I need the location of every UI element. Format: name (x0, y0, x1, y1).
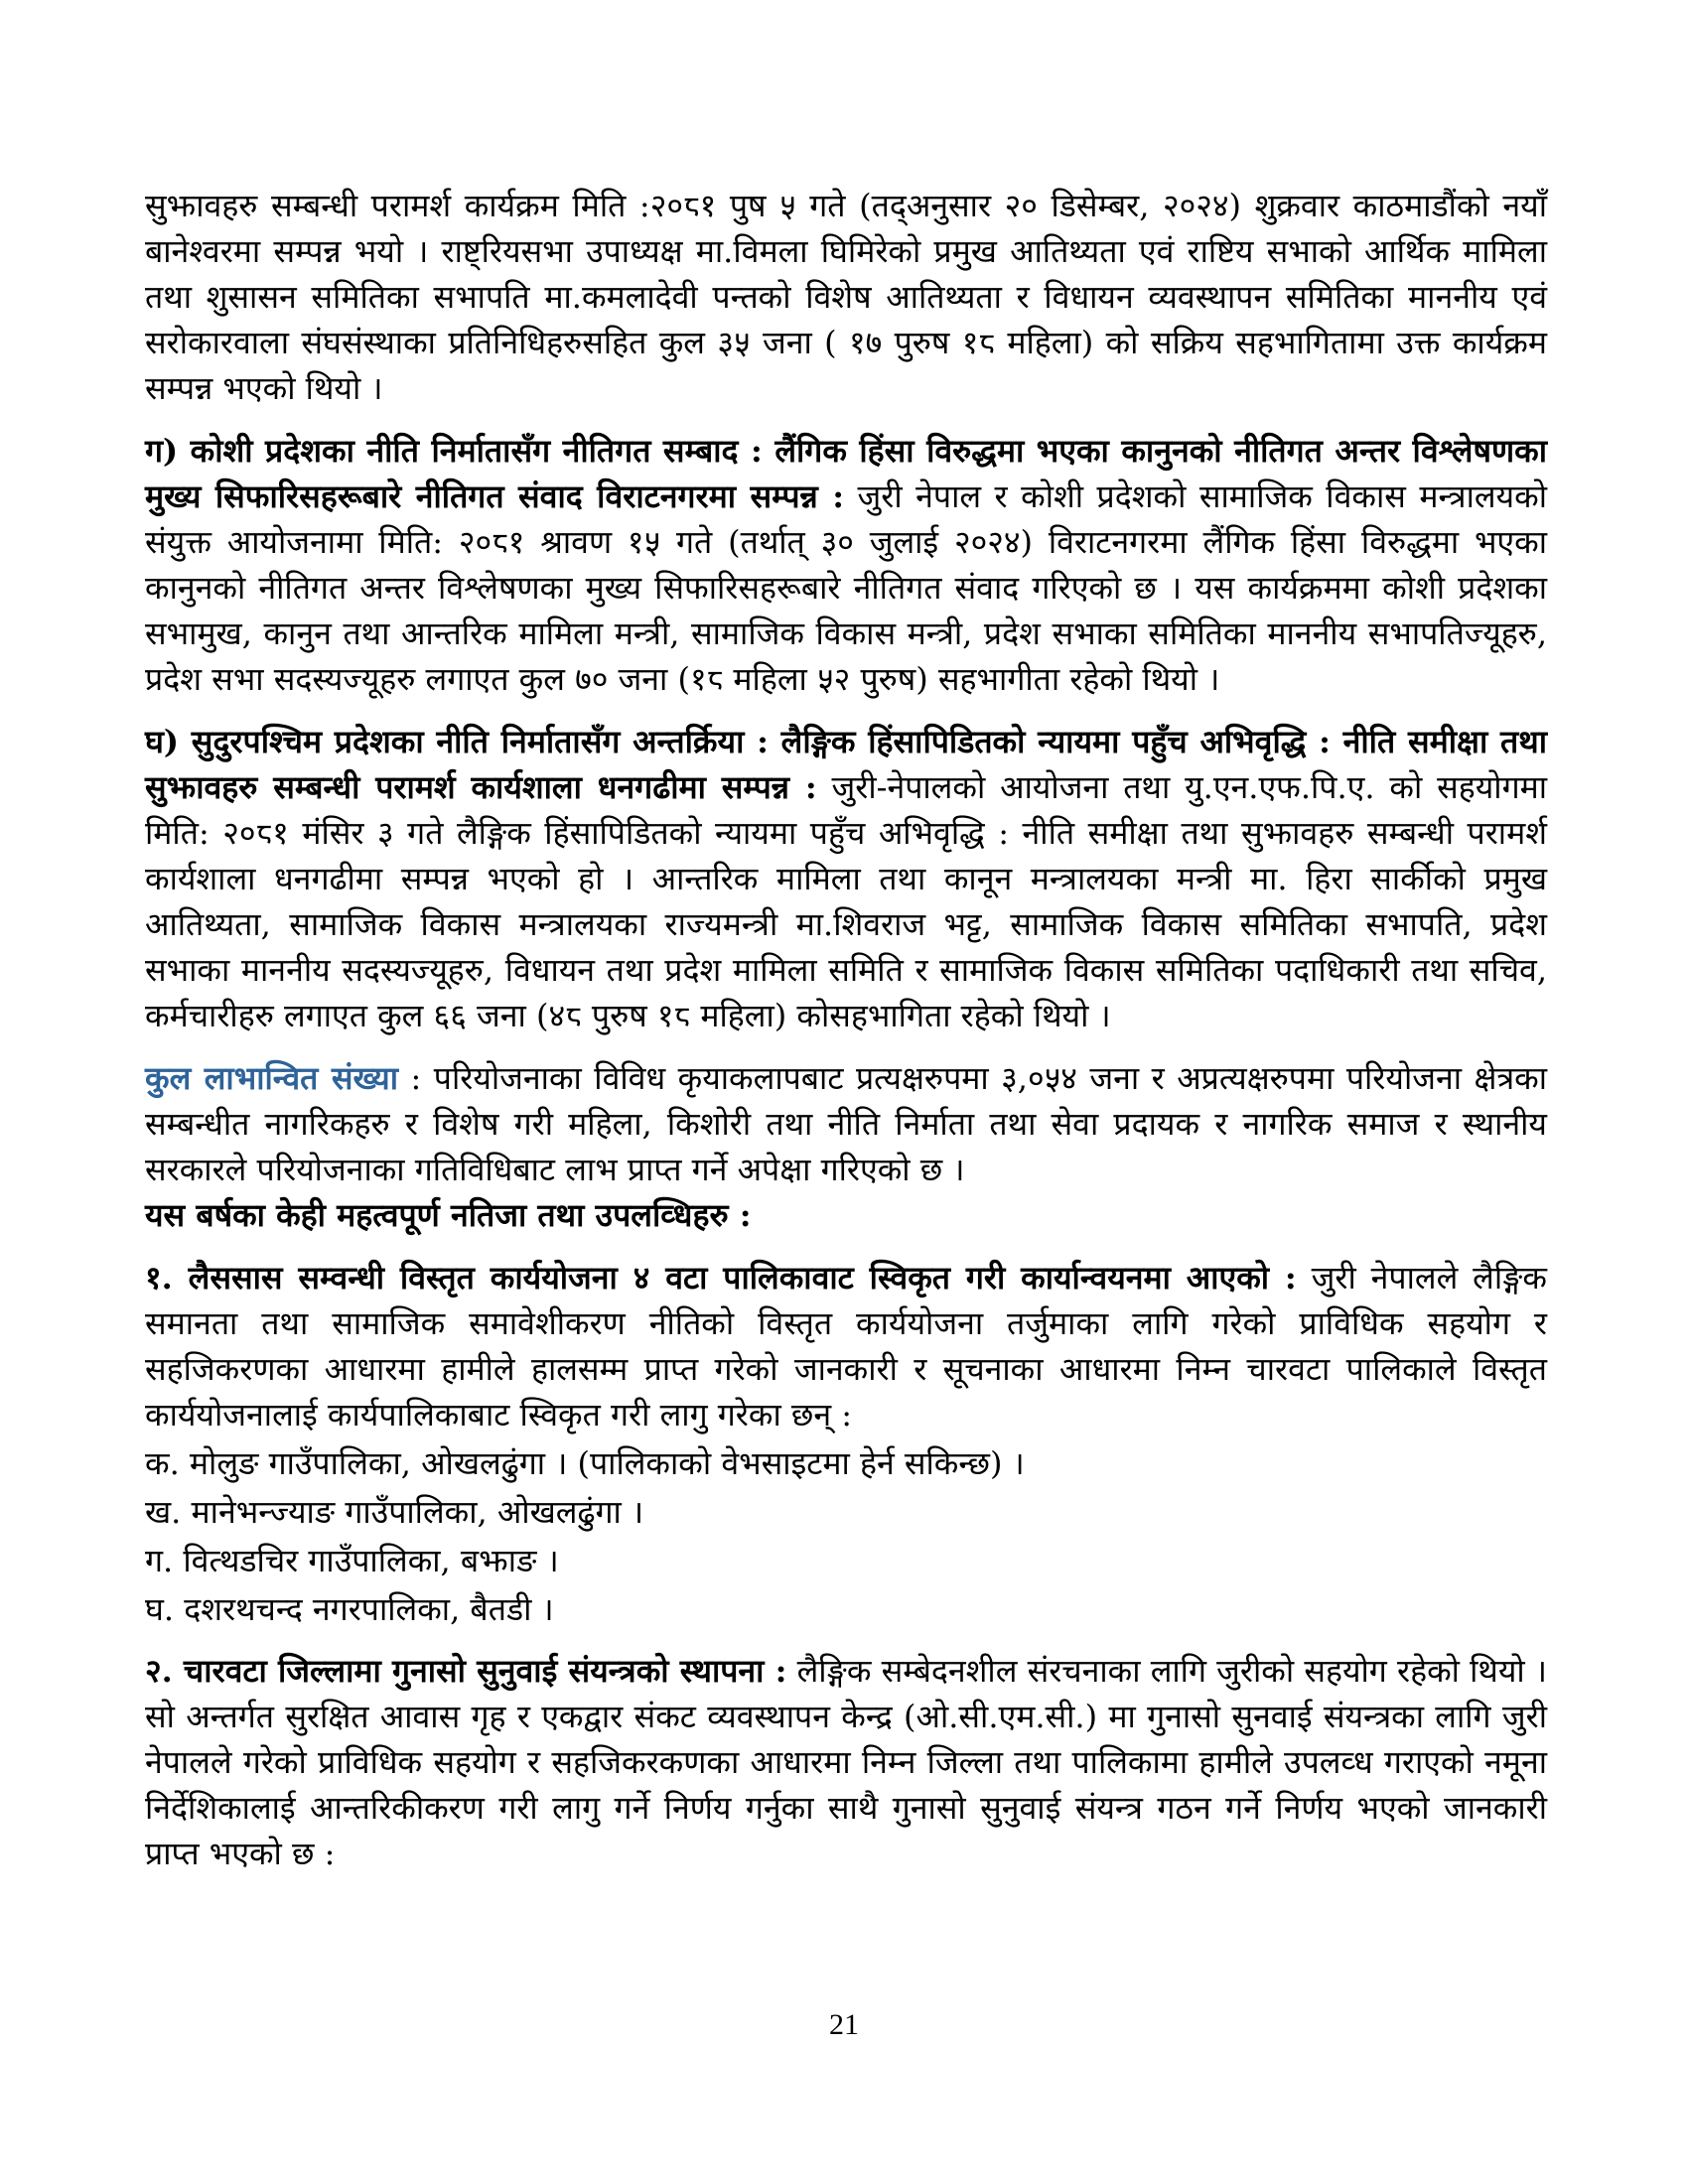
beneficiaries-body: : परियोजनाका विविध कृयाकलापबाट प्रत्यक्षरुपमा ३,०५४ जना र अप्रत्यक्षरुपमा परियोजना क्षेत्रका सम्बन्धीत नागरिकहरु र विशेष गरी महिला, किशोरी तथा नीति निर्माता तथा सेवा प्रदायक र नागरिक समाज र स्थानीय सरकारले परियोजनाका गतिविधिबाट लाभ प्राप्त गर्ने अपेक्षा गरिएको छ । (145, 1059, 1547, 1188)
item2-paragraph (145, 1648, 1547, 1876)
item2-body: लैङ्गिक सम्बेदनशील संरचनाका लागि जुरीको सहयोग रहेको थियो । सो अन्तर्गत सुरक्षित आवास गृह र एकद्वार संकट व्यवस्थापन केन्द्र (ओ.सी.एम.सी.) मा गुनासो सुनवाई संयन्त्रका लागि जुरी नेपालले गरेको प्राविधिक सहयोग र सहजिकरकणका आधारमा निम्न जिल्ला तथा पालिकामा हामीले उपलव्ध गराएको नमूना निर्देशिकालाई आन्तरिकीकरण गरी लागु गर्ने निर्णय गर्नुका साथै गुनासो सुनुवाई संयन्त्र गठन गर्ने निर्णय भएको जानकारी प्राप्त भएको छ : (145, 1652, 1547, 1872)
beneficiaries-heading: कुल लाभान्वित संख्या (145, 1059, 399, 1097)
results-heading-text: यस बर्षका केही महत्वपूर्ण नतिजा तथा उपलव्धिहरु : (145, 1196, 752, 1234)
beneficiaries-paragraph (145, 1055, 1547, 1192)
item1-body: जुरी नेपालले लैङ्गिक समानता तथा सामाजिक समावेशीकरण नीतिको विस्तृत कार्ययोजना तर्जुमाका लागि गरेको प्राविधिक सहयोग र सहजिकरणका आधारमा हामीले हालसम्म प्राप्त गरेको जानकारी र सूचनाका आधारमा निम्न चारवटा पालिकाले विस्तृत कार्ययोजनालाई कार्यपालिकाबाट स्विकृत गरी लागु गरेका छन् : (145, 1259, 1547, 1433)
item2-heading: २. चारवटा जिल्लामा गुनासो सुनुवाई संयन्त्रको स्थापना : (145, 1652, 787, 1690)
section-ga-body: जुरी नेपाल र कोशी प्रदेशको सामाजिक विकास मन्त्रालयको संयुक्त आयोजनामा मिति: २०८१ श्रावण १५ गते (तर्थात् ३० जुलाई २०२४) विराटनगरमा लैंगिक हिंसा विरुद्धमा भएका कानुनको नीतिगत अन्तर विश्लेषणका मुख्य सिफारिसहरूबारे नीतिगत संवाद गरिएको छ । यस कार्यक्रममा कोशी प्रदेशका सभामुख, कानुन तथा आन्तरिक मामिला मन्त्री, सामाजिक विकास मन्त्री, प्रदेश सभाका समितिका माननीय सभापतिज्यूहरु, प्रदेश सभा सदस्यज्यूहरु लगाएत कुल ७० जना (१८ महिला ५२ पुरुष) सहभागीता रहेको थियो । (145, 478, 1547, 698)
item1-heading: १. लैससास सम्वन्धी विस्तृत कार्ययोजना ४ वटा पालिकावाट स्विकृत गरी कार्यान्वयनमा आएको : (145, 1259, 1297, 1297)
paragraph-consultation-program (145, 183, 1547, 411)
section-gha-paragraph (145, 719, 1547, 1038)
section-ga-heading: ग) कोशी प्रदेशका नीति निर्मातासँग नीतिगत सम्बाद : लैंगिक हिंसा विरुद्धमा भएका कानुनको नीतिगत अन्तर विश्लेषणका मुख्य सिफारिसहरूबारे नीतिगत संवाद विराटनगरमा सम्पन्न : (145, 432, 1547, 515)
municipality-list-item-ga: ग. वित्थडचिर गाउँपालिका, बझाङ । (145, 1542, 559, 1579)
section-ga-paragraph (145, 428, 1547, 702)
page-number: 21 (829, 2008, 859, 2041)
municipality-list (145, 1439, 1547, 1634)
paragraph-consultation-program-text: सुझावहरु सम्बन्धी परामर्श कार्यक्रम मिति :२०८१ पुष ५ गते (तद्अनुसार २० डिसेम्बर, २०२४) शुक्रवार काठमाडौंको नयाँ बानेश्वरमा सम्पन्न भयो । राष्ट्रियसभा उपाध्यक्ष मा.विमला घिमिरेको प्रमुख आतिथ्यता एवं राष्टिय सभाको आर्थिक मामिला तथा शुसासन समितिका सभापति मा.कमलादेवी पन्तको विशेष आतिथ्यता र विधायन व्यवस्थापन समितिका माननीय एवं सरोकारवाला संघसंस्थाका प्रतिनिधिहरुसहित कुल ३५ जना ( १७ पुरुष १८ महिला) को सक्रिय सहभागितामा उक्त कार्यक्रम सम्पन्न भएको थियो । (145, 187, 1547, 407)
section-gha-body: जुरी-नेपालको आयोजना तथा यु.एन.एफ.पि.ए. को सहयोगमा मिति: २०८१ मंसिर ३ गते लैङ्गिक हिंसापिडितको न्यायमा पहुँच अभिवृद्धि : नीति समीक्षा तथा सुझावहरु सम्बन्धी परामर्श कार्यशाला धनगढीमा सम्पन्न भएको हो । आन्तरिक मामिला तथा कानून मन्त्रालयका मन्त्री मा. हिरा सार्कीको प्रमुख आतिथ्यता, सामाजिक विकास मन्त्रालयका राज्यमन्त्री मा.शिवराज भट्ट, सामाजिक विकास समितिका सभापति, प्रदेश सभाका माननीय सदस्यज्यूहरु, विधायन तथा प्रदेश मामिला समिति र सामाजिक विकास समितिका पदाधिकारी तथा सचिव, कर्मचारीहरु लगाएत कुल ६६ जना (४८ पुरुष १८ महिला) कोसहभागिता रहेको थियो । (145, 768, 1548, 1034)
results-heading-line (145, 1192, 1547, 1238)
page-content (145, 183, 1547, 1893)
municipality-list-item-gha: घ. दशरथचन्द नगरपालिका, बैतडी । (145, 1590, 554, 1628)
section-gha-heading: घ) सुदुरपश्चिम प्रदेशका नीति निर्मातासँग अन्तर्क्रिया : लैङ्गिक हिंसापिडितको न्यायमा पहुँच अभिवृद्धि : नीति समीक्षा तथा सुझावहरु सम्बन्धी परामर्श कार्यशाला धनगढीमा सम्पन्न : (145, 723, 1547, 806)
item1-paragraph (145, 1255, 1547, 1437)
municipality-list-item-ka: क. मोलुङ गाउँपालिका, ओखलढुंगा । (पालिकाको वेभसाइटमा हेर्न सकिन्छ) । (145, 1444, 1025, 1482)
municipality-list-item-kha: ख. मानेभन्ज्याङ गाउँपालिका, ओखलढुंगा । (145, 1493, 644, 1531)
